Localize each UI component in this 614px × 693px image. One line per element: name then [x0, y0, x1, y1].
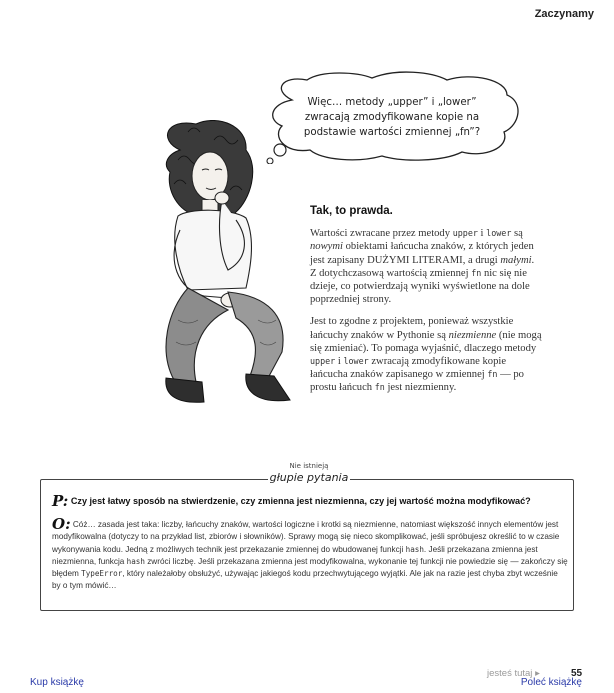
answer-title: Tak, to prawda. [310, 205, 393, 217]
answer-block [52, 515, 568, 593]
code-upper: upper [310, 356, 336, 367]
code-upper: upper [452, 228, 478, 239]
code-hash: hash [405, 544, 424, 554]
code-hash: hash [126, 556, 145, 566]
code-typeerror: TypeError [81, 569, 123, 579]
text-run: obiektami łańcucha znaków, z których jeden jest zapisany DUŻYMI LITERAMI, a drugi [310, 241, 534, 266]
emphasis: niezmienne [448, 329, 497, 341]
text-run: zwróci liczbę. Jeśli przekazana zmienna jest modyfikowalna, wykonanie tej funkcji nie powiedzie się — zakończy się błędem [52, 556, 568, 579]
thought-bubble-text [286, 95, 498, 140]
code-fn: fn [471, 267, 482, 278]
tab-title: głupie pytania [269, 471, 349, 484]
code-fn: fn [487, 369, 498, 380]
emphasis: nowymi [310, 241, 343, 253]
text-run: . Z dotychczasową wartością zmiennej [310, 254, 535, 279]
recommend-book-link[interactable]: Poleć książkę [520, 677, 582, 688]
answer-paragraph-2 [310, 315, 542, 394]
text-run: i [477, 228, 487, 240]
question [52, 492, 568, 510]
triangle-right-icon: ▸ [535, 668, 540, 679]
bubble-line: podstawie wartości zmiennej „fn”? [303, 127, 481, 138]
text-run: nic się nie dzieje, co potwierdzają wyniki wyświetlone na dole poprzedniej strony. [310, 267, 530, 306]
text-run: są [511, 228, 523, 240]
page-number: 55 [571, 668, 583, 679]
text-run: zwracają zmodyfikowane kopie łańcucha znaków zapisanego w zmiennej [310, 356, 507, 381]
tab-small-text: Nie istnieją [289, 462, 329, 470]
code-lower: lower [343, 356, 369, 367]
buy-book-link[interactable]: Kup książkę [30, 677, 84, 688]
text-run: Cóż… zasada jest taka: liczby, łańcuchy znaków, wartości logiczne i krotki są niezmienne, natomiast większość innych elementów jest modyfikowalna (dotyczy to na przykład list, zbiorów i słowników). Sprawy mogą się nieco skomplikować, jeśli spróbujesz określić to w czasie wykonywania kodu. Jedną z możliwych technik jest przekazanie zmiennej do wbudowanej funkcji [52, 520, 560, 554]
text-run: (nie mogą się zmieniać). To pomaga wyjaśnić, dlaczego metody [310, 329, 542, 354]
code-lower: lower [486, 228, 512, 239]
text-run: Wartości zwracane przez metody [310, 228, 453, 240]
you-are-here-text: jesteś tutaj [487, 668, 533, 679]
bubble-line: Więc… metody „upper” i „lower” [307, 97, 477, 108]
text-run: , który należałoby obsłużyć, używając jakiegoś kodu przechwytującego wyjątki. Ale jak na razie jest chyba zbyt wcześnie by o tym mówić… [52, 569, 558, 591]
text-run: i [335, 356, 344, 368]
answer-paragraph-1 [310, 227, 542, 306]
question-mark-label: P: [52, 492, 69, 510]
woman-crouching-thinking-illustration [118, 120, 314, 410]
emphasis: małymi [500, 254, 532, 266]
answer-mark-label: O: [52, 515, 71, 533]
running-header: Zaczynamy [534, 8, 594, 20]
text-run: Jest to zgodne z projektem, ponieważ wszystkie łańcuchy znaków w Pythonie są [310, 316, 514, 341]
question-text: Czy jest łatwy sposób na stwierdzenie, czy zmienna jest niezmienna, czy jej wartość można modyfikować? [70, 496, 531, 506]
text-run: jest niezmienny. [384, 382, 457, 394]
bubble-line: zwracają zmodyfikowane kopie na [304, 112, 480, 123]
dumb-questions-tab [268, 462, 350, 488]
answer-column [310, 205, 542, 404]
text-run: . Jeśli przekazana zmienna jest niezmienna, funkcja [52, 544, 538, 566]
code-fn: fn [374, 382, 385, 393]
text-run: — po prostu łańcuch [310, 369, 524, 394]
